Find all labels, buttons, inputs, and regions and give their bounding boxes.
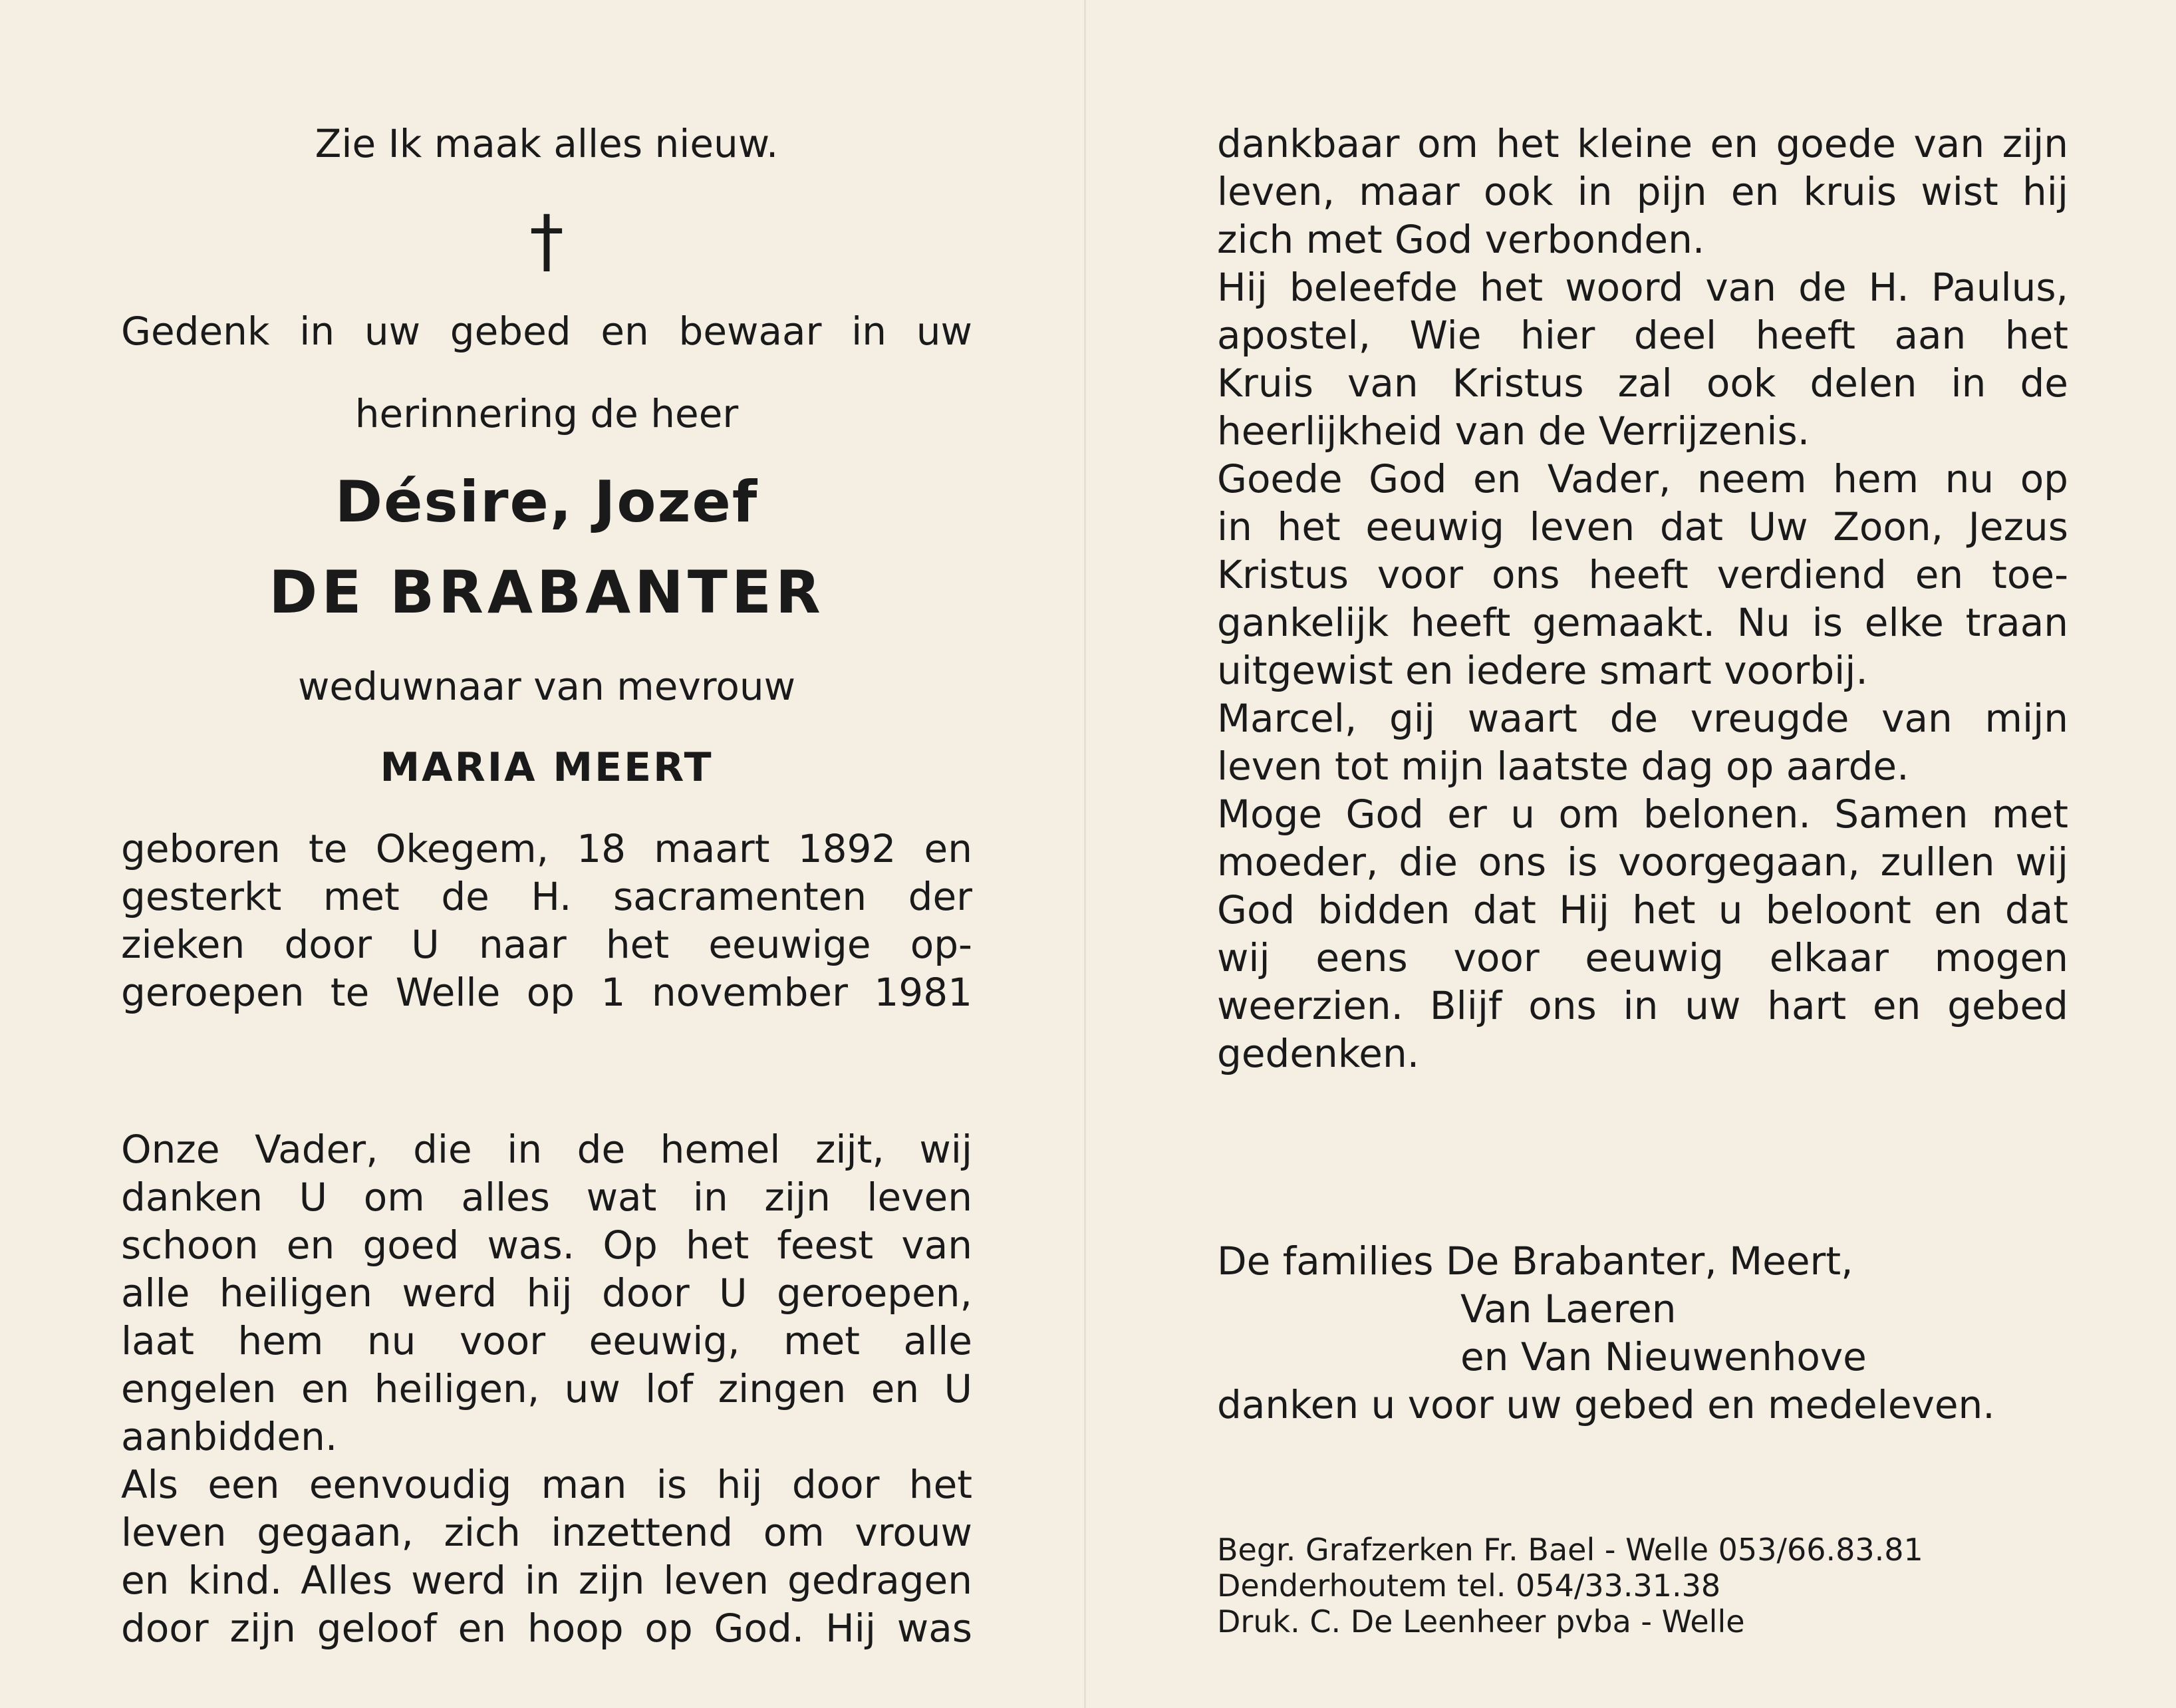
motto: Zie Ik maak alles nieuw.	[315, 121, 779, 166]
prayer-line: alle heiligen werd hij door U geroepen,	[121, 1270, 972, 1316]
prayer-line: danken U om alles wat in zijn leven	[121, 1175, 972, 1220]
text-line: Moge God er u om belonen. Samen met	[1217, 791, 2068, 837]
right-text	[1217, 120, 2068, 1077]
prayer-line: Als een eenvoudig man is hij door het	[121, 1462, 972, 1507]
prayer-line: schoon en goed was. Op het feest van	[121, 1222, 972, 1268]
thanks-line: danken u voor uw gebed en medeleven.	[1217, 1382, 1995, 1427]
cross-icon: †	[529, 200, 564, 281]
prayer-line: door zijn geloof en hoop op God. Hij was	[121, 1606, 972, 1651]
prayer-line: aanbidden.	[121, 1414, 338, 1459]
life-line: zieken door U naar het eeuwige op-	[121, 922, 972, 967]
life-line: geroepen te Welle op 1 november 1981	[121, 970, 972, 1015]
life-details	[121, 825, 972, 1016]
text-line: leven, maar ook in pijn en kruis wist hij	[1217, 169, 2068, 214]
text-line: Hij beleefde het woord van de H. Paulus,	[1217, 265, 2068, 310]
prayer-line: en kind. Alles werd in zijn leven gedragen	[121, 1558, 972, 1603]
intro-line-1: Gedenk in uw gebed en bewaar in uw	[121, 309, 972, 354]
text-line: gedenken.	[1217, 1031, 1420, 1076]
printer-line-2: Denderhoutem tel. 054/33.31.38	[1217, 1568, 1721, 1604]
families-line-1: De families De Brabanter, Meert,	[1217, 1238, 1853, 1284]
text-line: zich met God verbonden.	[1217, 217, 1705, 262]
text-line: Kristus voor ons heeft verdiend en toe-	[1217, 552, 2068, 597]
intro-line-2: herinnering de heer	[354, 391, 739, 436]
life-line: gesterkt met de H. sacramenten der	[121, 874, 972, 919]
prayer-line: Onze Vader, die in de hemel zijt, wij	[121, 1127, 972, 1172]
printer-line-1: Begr. Grafzerken Fr. Bael - Welle 053/66.83.81	[1217, 1532, 1923, 1568]
prayer-line: laat hem nu voor eeuwig, met alle	[121, 1318, 972, 1363]
text-line: God bidden dat Hij het u beloont en dat	[1217, 887, 2068, 932]
text-line: dankbaar om het kleine en goede van zijn	[1217, 121, 2068, 166]
prayer-text	[121, 1125, 972, 1652]
text-line: in het eeuwig leven dat Uw Zoon, Jezus	[1217, 504, 2068, 549]
prayer-line: leven gegaan, zich inzettend om vrouw	[121, 1510, 972, 1555]
card-fold	[1084, 0, 1086, 1708]
text-line: wij eens voor eeuwig elkaar mogen	[1217, 935, 2068, 980]
families-line-3: en Van Nieuwenhove	[1460, 1334, 1867, 1379]
text-line: Goede God en Vader, neem hem nu op	[1217, 456, 2068, 501]
text-line: weerzien. Blijf ons in uw hart en gebed	[1217, 983, 2068, 1028]
text-line: apostel, Wie hier deel heeft aan het	[1217, 313, 2068, 358]
text-line: gankelijk heeft gemaakt. Nu is elke traan	[1217, 600, 2068, 645]
text-line: moeder, die ons is voorgegaan, zullen wij	[1217, 839, 2068, 885]
life-line: geboren te Okegem, 18 maart 1892 en	[121, 826, 972, 871]
text-line: Kruis van Kristus zal ook delen in de	[1217, 360, 2068, 406]
text-line: heerlijkheid van de Verrijzenis.	[1217, 408, 1810, 454]
families-line-2: Van Laeren	[1460, 1286, 1677, 1332]
text-line: uitgewist en iedere smart voorbij.	[1217, 648, 1868, 693]
text-line: Marcel, gij waart de vreugde van mijn	[1217, 696, 2068, 741]
deceased-surname: DE BRABANTER	[269, 558, 825, 627]
text-line: leven tot mijn laatste dag op aarde.	[1217, 744, 1909, 789]
widower-of: weduwnaar van mevrouw	[297, 664, 796, 709]
printer-line-3: Druk. C. De Leenheer pvba - Welle	[1217, 1604, 1745, 1639]
deceased-first-names: Désire, Jozef	[335, 469, 759, 535]
spouse-name: MARIA MEERT	[380, 744, 714, 791]
prayer-line: engelen en heiligen, uw lof zingen en U	[121, 1366, 972, 1411]
